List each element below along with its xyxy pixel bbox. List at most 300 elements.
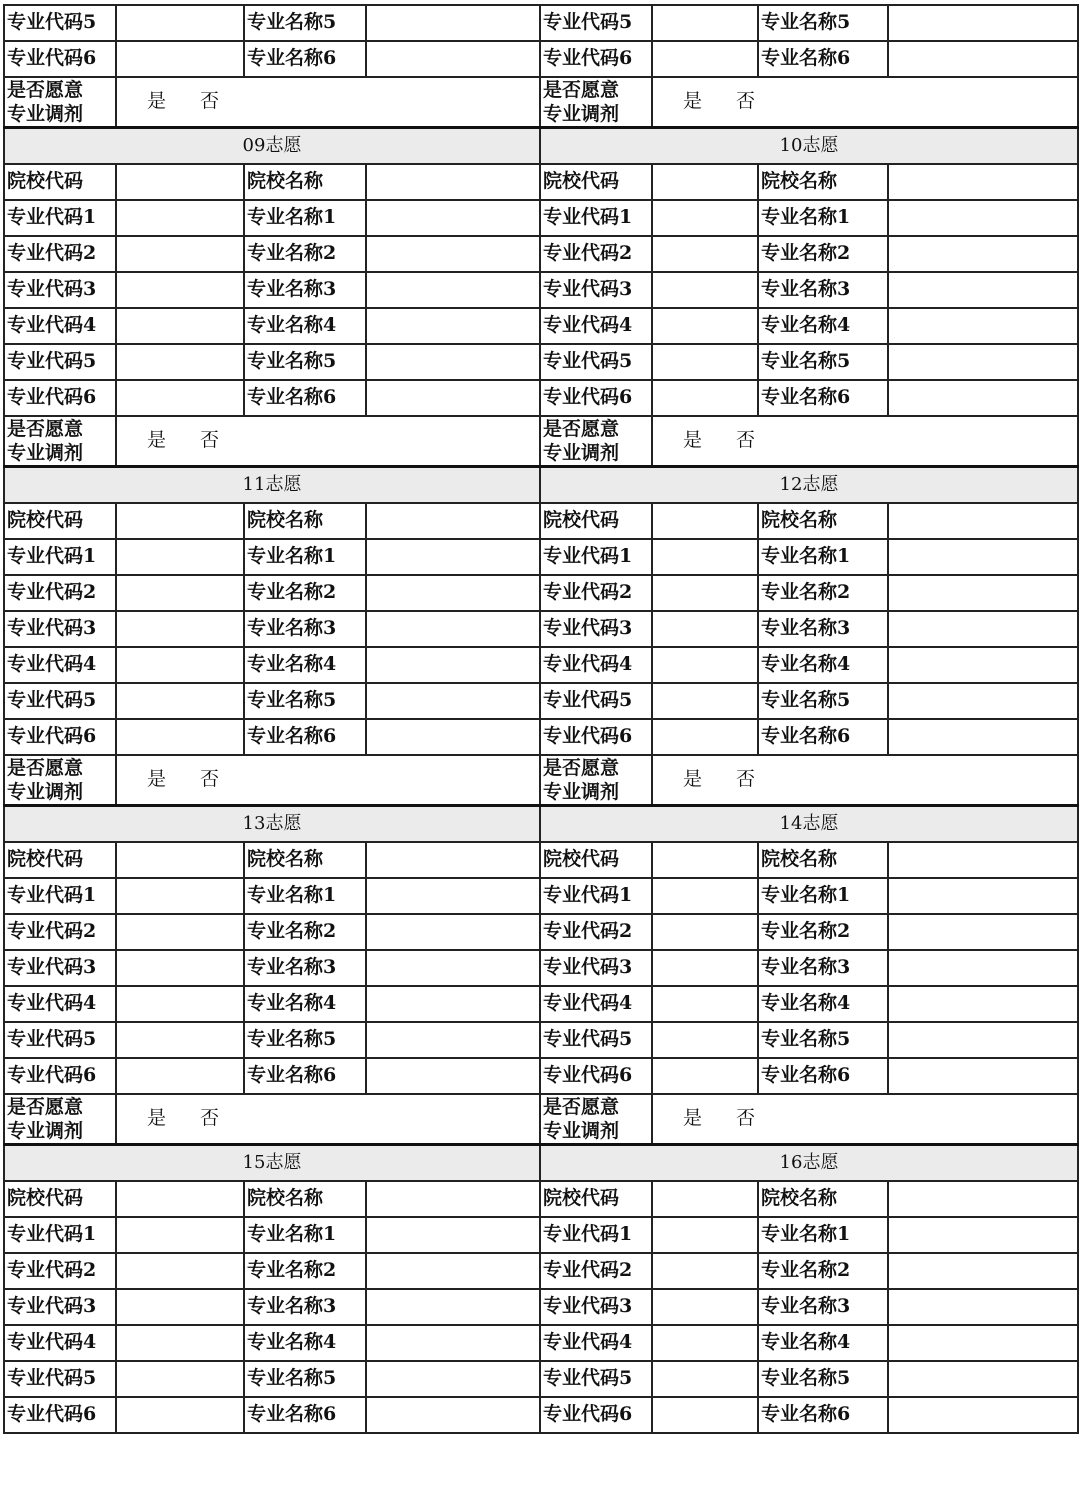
field-label: 专业代码4 [540, 308, 652, 344]
field-label: 专业代码1 [540, 539, 652, 575]
name-input-cell[interactable] [366, 1397, 540, 1433]
form-row [4, 1325, 1078, 1361]
field-label: 院校代码 [4, 503, 116, 539]
adjust-label-line2: 专业调剂 [543, 1120, 620, 1142]
volunteer-title-right: 10志愿 [540, 128, 1078, 165]
adjust-label [540, 77, 652, 128]
code-input-cell[interactable] [652, 1181, 758, 1217]
name-input-cell[interactable] [366, 878, 540, 914]
name-input-cell[interactable] [888, 1289, 1078, 1325]
code-input-cell[interactable] [652, 5, 758, 41]
no-option[interactable]: 否 [736, 1107, 756, 1130]
code-input-cell[interactable] [116, 878, 244, 914]
code-input-cell[interactable] [116, 41, 244, 77]
field-label: 专业代码5 [540, 683, 652, 719]
name-input-cell[interactable] [888, 1181, 1078, 1217]
field-label: 专业名称5 [758, 683, 888, 719]
volunteer-header-row [4, 806, 1078, 843]
name-input-cell[interactable] [888, 236, 1078, 272]
field-label: 专业名称1 [758, 539, 888, 575]
code-input-cell[interactable] [116, 539, 244, 575]
field-label: 专业名称1 [244, 539, 366, 575]
code-input-cell[interactable] [652, 950, 758, 986]
code-input-cell[interactable] [652, 1217, 758, 1253]
adjust-label [4, 77, 116, 128]
name-input-cell[interactable] [366, 1181, 540, 1217]
code-input-cell[interactable] [652, 308, 758, 344]
field-label: 专业名称2 [244, 575, 366, 611]
code-input-cell[interactable] [116, 344, 244, 380]
field-label: 专业名称5 [244, 683, 366, 719]
adjust-label-line1: 是否愿意 [7, 757, 84, 779]
code-input-cell[interactable] [652, 344, 758, 380]
field-label: 专业名称6 [758, 41, 888, 77]
field-label: 专业代码2 [4, 914, 116, 950]
name-input-cell[interactable] [366, 575, 540, 611]
field-label: 专业名称4 [758, 308, 888, 344]
name-input-cell[interactable] [366, 539, 540, 575]
adjust-choice [116, 755, 540, 806]
name-input-cell[interactable] [366, 683, 540, 719]
field-label: 院校代码 [540, 1181, 652, 1217]
field-label: 专业代码6 [540, 41, 652, 77]
adjust-label-line2: 专业调剂 [543, 442, 620, 464]
name-input-cell[interactable] [888, 1361, 1078, 1397]
field-label: 院校名称 [758, 503, 888, 539]
field-label: 专业名称2 [758, 575, 888, 611]
field-label: 专业代码6 [4, 41, 116, 77]
name-input-cell[interactable] [888, 842, 1078, 878]
code-input-cell[interactable] [652, 914, 758, 950]
code-input-cell[interactable] [652, 1022, 758, 1058]
name-input-cell[interactable] [366, 950, 540, 986]
form-row [4, 41, 1078, 77]
name-input-cell[interactable] [888, 719, 1078, 755]
name-input-cell[interactable] [888, 950, 1078, 986]
field-label: 专业代码6 [4, 719, 116, 755]
field-label: 专业名称6 [758, 1058, 888, 1094]
field-label: 专业名称6 [758, 1397, 888, 1433]
form-row [4, 950, 1078, 986]
name-input-cell[interactable] [366, 164, 540, 200]
name-input-cell[interactable] [366, 719, 540, 755]
field-label: 专业名称3 [758, 272, 888, 308]
no-option[interactable]: 否 [736, 768, 756, 791]
field-label: 专业名称1 [244, 1217, 366, 1253]
yes-option[interactable]: 是 [683, 768, 703, 791]
name-input-cell[interactable] [888, 878, 1078, 914]
code-input-cell[interactable] [116, 914, 244, 950]
field-label: 院校名称 [244, 1181, 366, 1217]
name-input-cell[interactable] [366, 1022, 540, 1058]
code-input-cell[interactable] [116, 5, 244, 41]
field-label: 专业代码1 [540, 200, 652, 236]
name-input-cell[interactable] [366, 308, 540, 344]
field-label: 专业代码4 [540, 986, 652, 1022]
field-label: 院校代码 [540, 842, 652, 878]
adjust-row [4, 1094, 1078, 1145]
code-input-cell[interactable] [116, 1253, 244, 1289]
field-label: 专业名称1 [758, 1217, 888, 1253]
name-input-cell[interactable] [888, 308, 1078, 344]
form-row [4, 647, 1078, 683]
no-option[interactable]: 否 [736, 429, 756, 452]
adjust-label-line1: 是否愿意 [7, 79, 84, 101]
form-row [4, 1217, 1078, 1253]
field-label: 专业代码2 [540, 236, 652, 272]
adjust-label-line2: 专业调剂 [543, 781, 620, 803]
name-input-cell[interactable] [366, 1361, 540, 1397]
name-input-cell[interactable] [366, 5, 540, 41]
volunteer-title-left: 11志愿 [4, 467, 540, 504]
field-label: 专业名称3 [758, 1289, 888, 1325]
name-input-cell[interactable] [366, 1289, 540, 1325]
field-label: 专业代码5 [4, 1361, 116, 1397]
field-label: 专业名称3 [244, 611, 366, 647]
volunteer-form-table [3, 4, 1079, 1434]
field-label: 专业代码3 [4, 272, 116, 308]
code-input-cell[interactable] [116, 575, 244, 611]
field-label: 专业名称6 [244, 719, 366, 755]
code-input-cell[interactable] [652, 842, 758, 878]
field-label: 专业名称1 [758, 200, 888, 236]
field-label: 专业代码1 [4, 200, 116, 236]
name-input-cell[interactable] [366, 1058, 540, 1094]
name-input-cell[interactable] [888, 683, 1078, 719]
field-label: 专业代码1 [4, 539, 116, 575]
code-input-cell[interactable] [116, 380, 244, 416]
form-row [4, 5, 1078, 41]
field-label: 专业代码2 [540, 575, 652, 611]
code-input-cell[interactable] [652, 986, 758, 1022]
adjust-choice [652, 77, 1078, 128]
field-label: 专业代码3 [540, 950, 652, 986]
field-label: 专业名称4 [244, 647, 366, 683]
field-label: 专业名称4 [244, 986, 366, 1022]
adjust-row [4, 755, 1078, 806]
field-label: 专业代码3 [4, 611, 116, 647]
field-label: 专业名称3 [244, 1289, 366, 1325]
volunteer-header-row [4, 1145, 1078, 1182]
name-input-cell[interactable] [888, 41, 1078, 77]
form-row [4, 986, 1078, 1022]
code-input-cell[interactable] [116, 1058, 244, 1094]
no-option[interactable]: 否 [200, 90, 220, 113]
field-label: 专业名称1 [244, 200, 366, 236]
adjust-label [540, 416, 652, 467]
code-input-cell[interactable] [652, 1253, 758, 1289]
code-input-cell[interactable] [652, 380, 758, 416]
form-row [4, 1022, 1078, 1058]
name-input-cell[interactable] [888, 611, 1078, 647]
adjust-label-line1: 是否愿意 [543, 1096, 620, 1118]
field-label: 专业名称4 [758, 986, 888, 1022]
field-label: 专业名称2 [244, 914, 366, 950]
name-input-cell[interactable] [366, 1253, 540, 1289]
code-input-cell[interactable] [652, 272, 758, 308]
field-label: 专业代码4 [540, 647, 652, 683]
field-label: 专业代码6 [540, 380, 652, 416]
volunteer-header-row [4, 467, 1078, 504]
volunteer-title-right: 14志愿 [540, 806, 1078, 843]
field-label: 专业代码5 [4, 1022, 116, 1058]
name-input-cell[interactable] [366, 380, 540, 416]
code-input-cell[interactable] [652, 878, 758, 914]
field-label: 专业代码6 [4, 380, 116, 416]
name-input-cell[interactable] [366, 611, 540, 647]
field-label: 专业名称2 [758, 914, 888, 950]
field-label: 专业代码2 [4, 575, 116, 611]
code-input-cell[interactable] [652, 236, 758, 272]
yes-option[interactable]: 是 [147, 429, 167, 452]
field-label: 专业名称5 [244, 5, 366, 41]
field-label: 专业名称3 [758, 950, 888, 986]
name-input-cell[interactable] [366, 200, 540, 236]
adjust-label [4, 1094, 116, 1145]
field-label: 专业代码2 [540, 914, 652, 950]
yes-option[interactable]: 是 [683, 90, 703, 113]
code-input-cell[interactable] [652, 1361, 758, 1397]
code-input-cell[interactable] [652, 200, 758, 236]
code-input-cell[interactable] [652, 575, 758, 611]
code-input-cell[interactable] [116, 1022, 244, 1058]
code-input-cell[interactable] [652, 1397, 758, 1433]
code-input-cell[interactable] [652, 503, 758, 539]
field-label: 专业名称3 [244, 272, 366, 308]
field-label: 专业代码4 [4, 986, 116, 1022]
code-input-cell[interactable] [652, 164, 758, 200]
field-label: 专业名称5 [244, 1361, 366, 1397]
field-label: 专业名称2 [758, 236, 888, 272]
code-input-cell[interactable] [652, 1289, 758, 1325]
code-input-cell[interactable] [116, 164, 244, 200]
code-input-cell[interactable] [652, 647, 758, 683]
form-row [4, 236, 1078, 272]
adjust-label-line2: 专业调剂 [7, 103, 84, 125]
yes-option[interactable]: 是 [683, 1107, 703, 1130]
code-input-cell[interactable] [116, 200, 244, 236]
field-label: 专业代码4 [4, 1325, 116, 1361]
field-label: 专业名称4 [244, 308, 366, 344]
field-label: 专业代码4 [540, 1325, 652, 1361]
code-input-cell[interactable] [116, 1217, 244, 1253]
form-row [4, 842, 1078, 878]
code-input-cell[interactable] [116, 308, 244, 344]
field-label: 专业代码4 [4, 308, 116, 344]
field-label: 专业名称1 [244, 878, 366, 914]
name-input-cell[interactable] [366, 842, 540, 878]
adjust-label [4, 416, 116, 467]
adjust-label-line2: 专业调剂 [7, 781, 84, 803]
adjust-choice [116, 1094, 540, 1145]
form-row [4, 683, 1078, 719]
form-row [4, 1253, 1078, 1289]
code-input-cell[interactable] [116, 1361, 244, 1397]
adjust-label [540, 755, 652, 806]
code-input-cell[interactable] [116, 611, 244, 647]
adjust-label [540, 1094, 652, 1145]
field-label: 院校名称 [758, 842, 888, 878]
name-input-cell[interactable] [888, 647, 1078, 683]
name-input-cell[interactable] [888, 503, 1078, 539]
code-input-cell[interactable] [116, 503, 244, 539]
adjust-label-line1: 是否愿意 [543, 79, 620, 101]
code-input-cell[interactable] [116, 1181, 244, 1217]
code-input-cell[interactable] [116, 236, 244, 272]
field-label: 专业名称6 [244, 1397, 366, 1433]
name-input-cell[interactable] [366, 647, 540, 683]
code-input-cell[interactable] [116, 950, 244, 986]
field-label: 专业代码6 [4, 1058, 116, 1094]
name-input-cell[interactable] [366, 914, 540, 950]
no-option[interactable]: 否 [200, 429, 220, 452]
adjust-label [4, 755, 116, 806]
field-label: 专业代码4 [4, 647, 116, 683]
yes-option[interactable]: 是 [147, 90, 167, 113]
name-input-cell[interactable] [888, 344, 1078, 380]
field-label: 专业名称5 [758, 5, 888, 41]
code-input-cell[interactable] [652, 719, 758, 755]
field-label: 专业代码3 [540, 272, 652, 308]
form-row [4, 611, 1078, 647]
form-row [4, 878, 1078, 914]
field-label: 专业代码5 [540, 344, 652, 380]
field-label: 专业代码6 [4, 1397, 116, 1433]
field-label: 院校代码 [4, 164, 116, 200]
no-option[interactable]: 否 [200, 768, 220, 791]
name-input-cell[interactable] [888, 914, 1078, 950]
form-row [4, 308, 1078, 344]
volunteer-header-row [4, 128, 1078, 165]
adjust-label-line1: 是否愿意 [7, 1096, 84, 1118]
field-label: 专业名称6 [244, 41, 366, 77]
field-label: 专业代码3 [4, 1289, 116, 1325]
code-input-cell[interactable] [652, 539, 758, 575]
form-row [4, 503, 1078, 539]
form-row [4, 1058, 1078, 1094]
adjust-label-line2: 专业调剂 [7, 1120, 84, 1142]
field-label: 专业代码6 [540, 719, 652, 755]
field-label: 专业代码5 [4, 344, 116, 380]
field-label: 专业代码2 [4, 1253, 116, 1289]
form-row [4, 575, 1078, 611]
name-input-cell[interactable] [888, 1397, 1078, 1433]
field-label: 专业代码5 [540, 5, 652, 41]
code-input-cell[interactable] [116, 272, 244, 308]
field-label: 专业名称5 [758, 344, 888, 380]
field-label: 专业名称5 [244, 344, 366, 380]
name-input-cell[interactable] [366, 41, 540, 77]
volunteer-title-left: 13志愿 [4, 806, 540, 843]
name-input-cell[interactable] [366, 1217, 540, 1253]
adjust-row [4, 77, 1078, 128]
name-input-cell[interactable] [888, 1022, 1078, 1058]
name-input-cell[interactable] [888, 986, 1078, 1022]
name-input-cell[interactable] [366, 272, 540, 308]
code-input-cell[interactable] [116, 647, 244, 683]
code-input-cell[interactable] [116, 1289, 244, 1325]
field-label: 专业名称6 [244, 1058, 366, 1094]
name-input-cell[interactable] [366, 503, 540, 539]
yes-option[interactable]: 是 [147, 1107, 167, 1130]
code-input-cell[interactable] [652, 683, 758, 719]
field-label: 专业代码1 [540, 1217, 652, 1253]
code-input-cell[interactable] [652, 1325, 758, 1361]
field-label: 专业代码6 [540, 1397, 652, 1433]
volunteer-title-left: 09志愿 [4, 128, 540, 165]
no-option[interactable]: 否 [200, 1107, 220, 1130]
field-label: 专业名称5 [758, 1022, 888, 1058]
code-input-cell[interactable] [116, 1325, 244, 1361]
field-label: 专业代码5 [540, 1022, 652, 1058]
field-label: 专业名称5 [244, 1022, 366, 1058]
field-label: 专业代码5 [4, 683, 116, 719]
field-label: 专业代码2 [540, 1253, 652, 1289]
name-input-cell[interactable] [888, 575, 1078, 611]
field-label: 院校代码 [540, 503, 652, 539]
adjust-label-line1: 是否愿意 [543, 418, 620, 440]
code-input-cell[interactable] [116, 1397, 244, 1433]
field-label: 专业代码5 [4, 5, 116, 41]
name-input-cell[interactable] [888, 380, 1078, 416]
yes-option[interactable]: 是 [683, 429, 703, 452]
adjust-choice [652, 416, 1078, 467]
name-input-cell[interactable] [366, 1325, 540, 1361]
adjust-choice [116, 416, 540, 467]
name-input-cell[interactable] [888, 1058, 1078, 1094]
form-row [4, 272, 1078, 308]
field-label: 专业名称6 [244, 380, 366, 416]
name-input-cell[interactable] [366, 236, 540, 272]
name-input-cell[interactable] [888, 272, 1078, 308]
yes-option[interactable]: 是 [147, 768, 167, 791]
form-row [4, 1361, 1078, 1397]
field-label: 专业名称6 [758, 380, 888, 416]
code-input-cell[interactable] [652, 41, 758, 77]
code-input-cell[interactable] [652, 1058, 758, 1094]
form-row [4, 1289, 1078, 1325]
adjust-label-line2: 专业调剂 [7, 442, 84, 464]
code-input-cell[interactable] [116, 986, 244, 1022]
field-label: 专业名称3 [244, 950, 366, 986]
code-input-cell[interactable] [116, 683, 244, 719]
code-input-cell[interactable] [652, 611, 758, 647]
name-input-cell[interactable] [888, 5, 1078, 41]
form-row [4, 1181, 1078, 1217]
no-option[interactable]: 否 [736, 90, 756, 113]
name-input-cell[interactable] [888, 200, 1078, 236]
name-input-cell[interactable] [888, 1217, 1078, 1253]
field-label: 专业代码3 [4, 950, 116, 986]
name-input-cell[interactable] [888, 1325, 1078, 1361]
name-input-cell[interactable] [888, 164, 1078, 200]
name-input-cell[interactable] [366, 344, 540, 380]
name-input-cell[interactable] [366, 986, 540, 1022]
field-label: 专业名称2 [244, 1253, 366, 1289]
field-label: 专业名称4 [244, 1325, 366, 1361]
field-label: 专业名称1 [758, 878, 888, 914]
code-input-cell[interactable] [116, 719, 244, 755]
field-label: 院校代码 [4, 842, 116, 878]
volunteer-title-left: 15志愿 [4, 1145, 540, 1182]
code-input-cell[interactable] [116, 842, 244, 878]
field-label: 专业代码6 [540, 1058, 652, 1094]
field-label: 专业代码1 [540, 878, 652, 914]
field-label: 院校名称 [244, 503, 366, 539]
adjust-label-line2: 专业调剂 [543, 103, 620, 125]
name-input-cell[interactable] [888, 539, 1078, 575]
name-input-cell[interactable] [888, 1253, 1078, 1289]
